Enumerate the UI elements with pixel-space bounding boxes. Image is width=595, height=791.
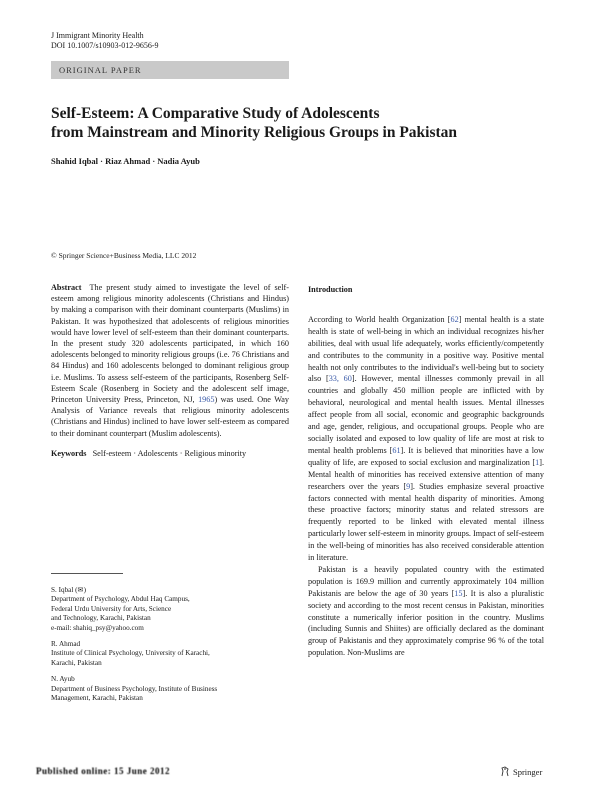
publisher-logo bbox=[500, 766, 542, 777]
text-run: ] mental health is a state health is state of well-being in which an individual recognizes his/her abilities, deal with usual life adequately, works efficiently/competently and contributes to the community in a positive way. Positive mental health not only contributes to the individual's well-being but to society also [ bbox=[308, 314, 544, 384]
affiliations bbox=[51, 586, 289, 710]
doi: DOI 10.1007/s10903-012-9656-9 bbox=[51, 41, 159, 50]
abstract bbox=[51, 282, 289, 439]
text-run: ]. However, mental illnesses commonly prevail in all countries and globally 450 million people are inflicted with by behavioral, neurological and mental health issues. Mental illnesses affect people from all social, economic and geographic backgrounds and age, gender, religious, and occupational groups. People who are socially isolated and exposed to low quality of life are most at risk to mental health problems [ bbox=[308, 374, 545, 455]
article-type-banner bbox=[51, 61, 289, 79]
keywords-label: Keywords bbox=[51, 448, 87, 458]
intro-paragraph-2 bbox=[308, 564, 544, 659]
affiliation-name: R. Ahmad bbox=[51, 640, 81, 649]
citation-link[interactable]: 62 bbox=[450, 314, 459, 324]
paper-title bbox=[51, 104, 551, 142]
journal-name: J Immigrant Minority Health bbox=[51, 31, 144, 40]
text-run: ]. It is also a pluralistic society and according to the most recent census in Pakistan, minorities constitute a numerically inferior position in the country. Muslims (including Sunnis and Shiites) are officially declared as the dominant group of Pakistanis and they approximately comprise 96 % of the total population. Non-Muslims are bbox=[308, 588, 544, 658]
citation-link[interactable]: 9 bbox=[406, 481, 411, 491]
footnote-divider bbox=[51, 573, 123, 574]
text-run: According to World health Organization [ bbox=[308, 314, 451, 324]
author-list: Shahid Iqbal · Riaz Ahmad · Nadia Ayub bbox=[51, 156, 200, 166]
affiliation-2 bbox=[51, 640, 289, 668]
publisher-name: Springer bbox=[513, 766, 543, 777]
intro-paragraph-1 bbox=[308, 314, 544, 564]
abstract-text-end: ) was used. One Way Analysis of Variance reveals that religious minority adolescents (Christians and Hindus) inclined to have lower self-esteem as compared to their dominant counterpart (Muslim adolescents). bbox=[51, 395, 289, 438]
springer-horse-icon bbox=[500, 766, 510, 777]
abstract-label: Abstract bbox=[51, 283, 82, 292]
affiliation-name: N. Ayub bbox=[51, 675, 75, 684]
section-heading-introduction: Introduction bbox=[308, 285, 353, 294]
text-run: ]. Studies emphasize several proactive factors connected with mental health disparity of minorities. Among these proactive factors; minority status and related stressors are frequently reported to be linked with elevated mental illness particularly lower self-esteem in minority groups. Impact of self-esteem in the well-being of minorities has also received considerable attention in literature. bbox=[308, 481, 544, 563]
text-run: ]. It is believed that minorities have a low quality of life, are exposed to social exclusion and marginalization [ bbox=[308, 445, 545, 467]
introduction-column bbox=[308, 284, 544, 659]
journal-header bbox=[51, 31, 159, 51]
citation-link[interactable]: 33, 60 bbox=[328, 374, 352, 384]
affiliation-line: Management, Karachi, Pakistan bbox=[51, 694, 143, 703]
title-line-1: Self-Esteem: A Comparative Study of Adolescents bbox=[51, 105, 380, 122]
text-run: Pakistan is a heavily populated country with the estimated population is 169.9 million and currently approximately 104 million Pakistanis are below the age of 30 years [ bbox=[308, 564, 544, 598]
affiliation-email[interactable]: e-mail: shahiq_psy@yahoo.com bbox=[51, 623, 144, 632]
keywords bbox=[51, 448, 289, 459]
citation-link[interactable]: 1 bbox=[535, 457, 540, 467]
title-line-2: from Mainstream and Minority Religious Groups in Pakistan bbox=[51, 124, 458, 141]
abstract-ref-year[interactable]: 1965 bbox=[198, 395, 215, 405]
affiliation-1 bbox=[51, 586, 289, 633]
affiliation-line: Federal Urdu University for Arts, Science bbox=[51, 604, 172, 613]
abstract-text: The present study aimed to investigate the level of self-esteem among religious minority adolescents (Christians and Hindus) by making a comparison with their dominant counterparts (Muslims) in Pakistan. It was hypothesized that adolescents of religious minorities would have lower level of self-esteem than their dominant counterparts. In the present study 320 adolescents participated, in which 160 adolescents belonged to minority religious groups (i.e. 76 Christians and 84 Hindus) and 160 adolescents belonged to dominant religious group i.e. Muslims. To assess self-esteem of the participants, Rosenberg Self-Esteem Scale (Rosenberg in Society and the adolescent self image, Princeton University Press, Princeton, NJ, bbox=[51, 283, 289, 405]
keywords-text: Self-esteem · Adolescents · Religious minority bbox=[92, 448, 247, 458]
copyright-notice: © Springer Science+Business Media, LLC 2012 bbox=[51, 251, 197, 260]
citation-link[interactable]: 15 bbox=[454, 588, 463, 598]
citation-link[interactable]: 61 bbox=[392, 445, 401, 455]
published-online-date: Published online: 15 June 2012 bbox=[36, 766, 171, 776]
affiliation-line: Department of Psychology, Abdul Haq Campus, bbox=[51, 595, 190, 604]
affiliation-name: S. Iqbal (✉) bbox=[51, 586, 86, 594]
text-run: ]. Mental health of minorities has received extensive attention of many researchers over the years [ bbox=[308, 457, 544, 491]
affiliation-line: Institute of Clinical Psychology, University of Karachi, bbox=[51, 649, 210, 658]
affiliation-line: Department of Business Psychology, Institute of Business bbox=[51, 684, 218, 693]
affiliation-3 bbox=[51, 675, 289, 703]
article-type-label: ORIGINAL PAPER bbox=[59, 65, 142, 75]
affiliation-line: and Technology, Karachi, Pakistan bbox=[51, 614, 151, 623]
affiliation-line: Karachi, Pakistan bbox=[51, 658, 102, 667]
abstract-column bbox=[51, 282, 289, 459]
